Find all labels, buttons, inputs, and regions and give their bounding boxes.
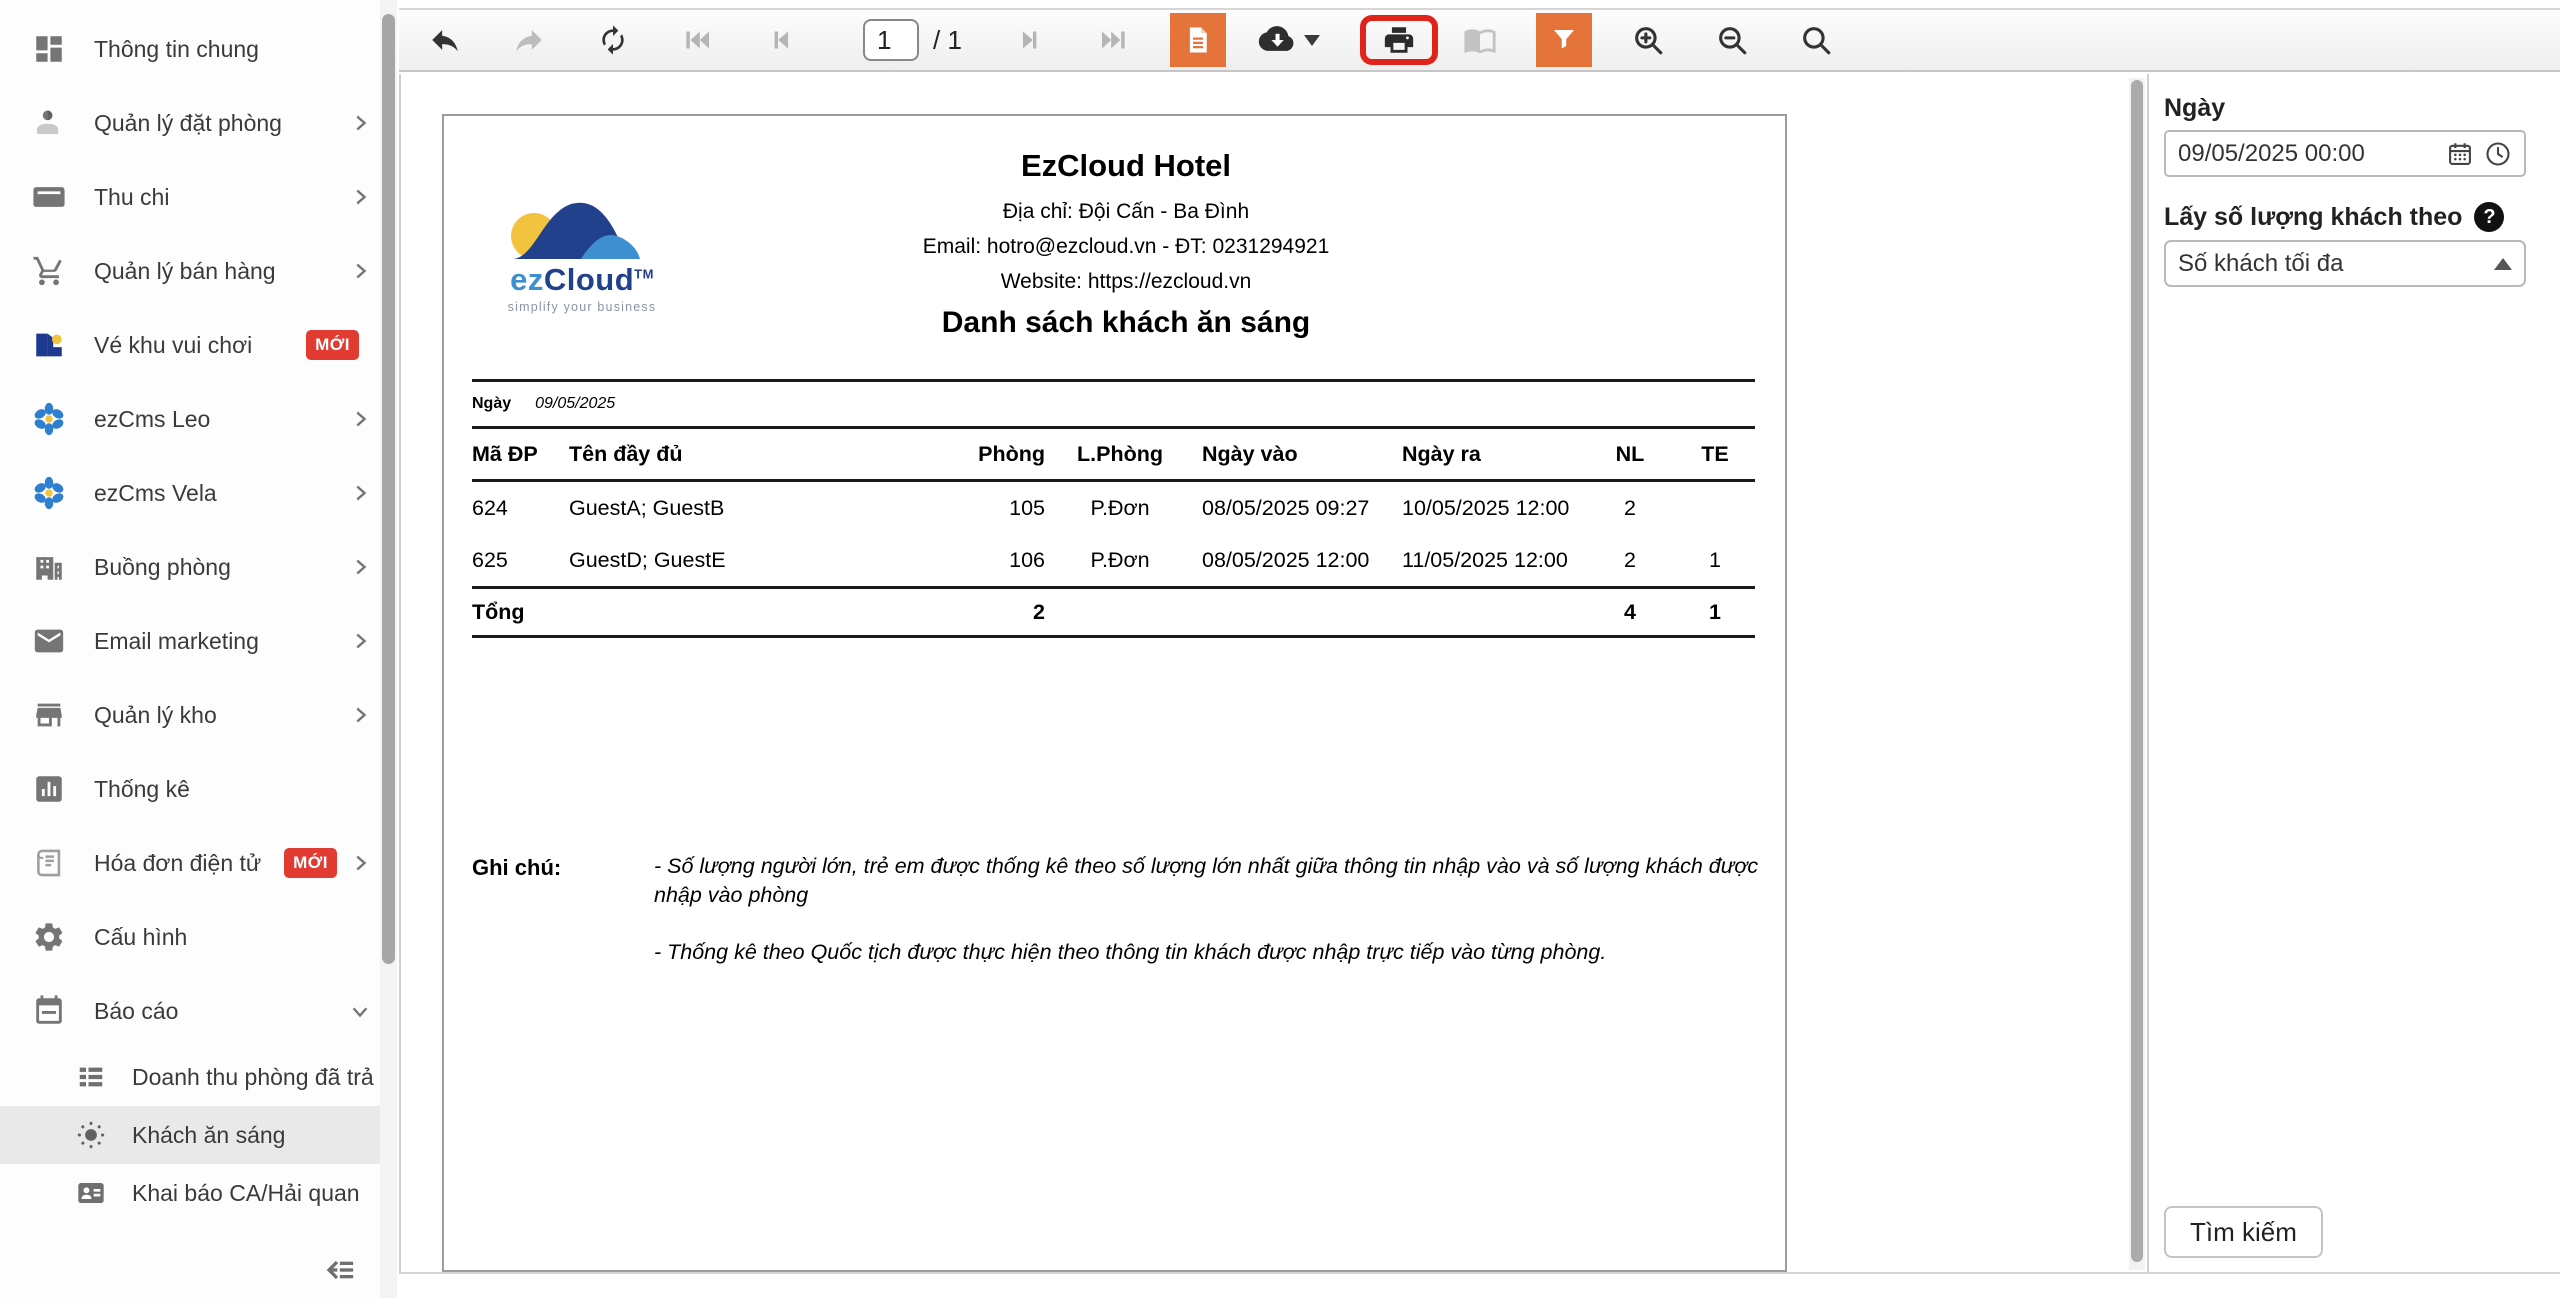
table-date-row — [472, 379, 1755, 429]
total-adults: 4 — [1624, 599, 1636, 624]
cell: 2 — [1624, 547, 1636, 572]
ezcloud-wordmark: ezCloud™ — [510, 262, 654, 297]
cell: 10/05/2025 12:00 — [1402, 495, 1570, 520]
filter-panel — [2147, 74, 2560, 1274]
col-header: Phòng — [978, 441, 1045, 466]
date-label: Ngày — [472, 395, 512, 412]
sidebar-item-label: Email marketing — [94, 627, 259, 654]
print-icon — [1382, 23, 1416, 57]
card-icon — [30, 178, 68, 216]
sidebar-item-bao-cao[interactable] — [0, 974, 397, 1048]
chevron-right-icon — [349, 408, 371, 430]
col-header: Ngày ra — [1402, 441, 1481, 466]
table-row — [472, 534, 1755, 586]
cell: GuestA; GuestB — [569, 495, 725, 520]
chevron-right-icon — [349, 186, 371, 208]
dashboard-icon — [30, 30, 68, 68]
sidebar-item-label: ezCms Vela — [94, 479, 217, 506]
report-notes — [472, 852, 1760, 967]
collapse-menu-icon — [319, 1250, 359, 1290]
sidebar-item-thu-chi[interactable] — [0, 160, 397, 234]
chevron-right-icon — [349, 704, 371, 726]
hotel-name: EzCloud Hotel — [1020, 148, 1232, 183]
col-header: NL — [1615, 441, 1645, 466]
cart-icon — [30, 252, 68, 290]
filter-button[interactable] — [1536, 13, 1592, 67]
sidebar-scrollbar[interactable] — [380, 0, 397, 1298]
chevron-right-icon — [349, 112, 371, 134]
flower-icon — [30, 400, 68, 438]
id-card-icon — [74, 1176, 108, 1210]
invoice-icon — [30, 844, 68, 882]
hotel-website: Website: https://ezcloud.vn — [1000, 270, 1252, 293]
date-value: 09/05/2025 — [535, 395, 616, 412]
cell: 11/05/2025 12:00 — [1402, 547, 1568, 572]
search-button[interactable]: Tìm kiếm — [2164, 1206, 2323, 1258]
sidebar-item-label: Thống kê — [94, 775, 190, 802]
search-button-toolbar[interactable] — [1788, 13, 1844, 67]
breakfast-table — [472, 379, 1755, 638]
stats-icon — [30, 770, 68, 808]
cell: P.Đơn — [1090, 547, 1150, 572]
ezcloud-cloud-graphic — [507, 196, 647, 262]
notes-body — [654, 852, 1760, 967]
chevron-right-icon — [349, 556, 371, 578]
col-header: Ngày vào — [1202, 441, 1298, 466]
help-icon[interactable]: ? — [2474, 202, 2504, 232]
cloud-download-icon — [1254, 23, 1298, 57]
note-line: - Số lượng người lớn, trẻ em được thống kê theo số lượng lớn nhất giữa thông tin nhập vào và số lượng khách được nhập vào phòng — [654, 854, 1759, 908]
print-button-highlight — [1360, 15, 1438, 65]
cell: GuestD; GuestE — [569, 547, 726, 572]
chevron-right-icon — [349, 630, 371, 652]
zoom-in-button[interactable] — [1620, 13, 1676, 67]
hotel-address: Địa chỉ: Đội Cấn - Ba Đình — [1002, 200, 1250, 223]
redo-icon — [512, 23, 546, 57]
sidebar-item-label: Hóa đơn điện tử — [94, 849, 262, 876]
select-caret-up-icon — [2494, 258, 2512, 270]
cell: 08/05/2025 12:00 — [1202, 547, 1370, 572]
calendar-icon[interactable] — [2446, 140, 2474, 168]
sidebar-item-label: Quản lý bán hàng — [94, 257, 276, 284]
hotel-contact: Email: hotro@ezcloud.vn - ĐT: 0231294921 — [922, 235, 1330, 258]
filter-icon — [1549, 25, 1579, 55]
search-icon — [1799, 23, 1833, 57]
list-icon — [74, 1060, 108, 1094]
sidebar-scrollbar-thumb[interactable] — [382, 14, 395, 964]
total-label: Tổng — [472, 599, 525, 624]
sidebar-item-quan-ly-dat-phong[interactable] — [0, 86, 397, 160]
date-filter-input[interactable] — [2164, 130, 2526, 177]
report-icon — [30, 992, 68, 1030]
amusement-ticket-icon — [30, 326, 68, 364]
sidebar-subitem-khai-bao-ca-hai-quan[interactable] — [0, 1164, 397, 1222]
cell: 1 — [1709, 547, 1721, 572]
table-header-row — [472, 429, 1755, 482]
flower-icon — [30, 474, 68, 512]
sidebar-list — [0, 0, 397, 1222]
sidebar-item-label: Cấu hình — [94, 923, 188, 950]
sidebar-item-label: ezCms Leo — [94, 405, 211, 432]
export-download-button[interactable] — [1254, 23, 1324, 57]
sidebar-item-label: Vé khu vui chơi — [94, 331, 253, 358]
sidebar-collapse-button[interactable] — [311, 1244, 367, 1296]
sidebar-item-thong-tin-chung[interactable] — [0, 12, 397, 86]
sidebar-subitem-label: Doanh thu phòng đã trả — [132, 1063, 374, 1090]
sun-icon — [74, 1118, 108, 1152]
table-row — [472, 482, 1755, 534]
sidebar-subitem-khach-an-sang[interactable] — [0, 1106, 397, 1164]
sidebar-item-quan-ly-kho[interactable] — [0, 678, 397, 752]
single-page-view-button[interactable] — [1170, 13, 1226, 67]
last-page-icon — [1097, 23, 1131, 57]
cell: 08/05/2025 09:27 — [1202, 495, 1370, 520]
cell: 106 — [1009, 547, 1045, 572]
report-toolbar — [399, 8, 2560, 72]
sidebar-item-label: Báo cáo — [94, 997, 179, 1024]
sidebar-item-cau-hinh[interactable] — [0, 900, 397, 974]
sidebar-subitem-label: Khách ăn sáng — [132, 1121, 286, 1148]
cell: 2 — [1624, 495, 1636, 520]
sidebar-item-label: Quản lý đặt phòng — [94, 109, 282, 136]
sidebar-subitem-label: Khai báo CA/Hải quan — [132, 1179, 360, 1206]
previous-page-button[interactable] — [753, 13, 809, 67]
col-header: Tên đầy đủ — [569, 441, 683, 466]
sidebar-item-label: Quản lý kho — [94, 701, 217, 728]
date-filter-label: Ngày — [2164, 94, 2226, 122]
undo-icon — [428, 23, 462, 57]
page-number-input[interactable] — [863, 19, 919, 61]
gear-icon — [30, 918, 68, 956]
col-header: TE — [1701, 441, 1729, 466]
cell: 105 — [1009, 495, 1045, 520]
page-total-label: / 1 — [933, 24, 962, 55]
person-icon — [30, 104, 68, 142]
sidebar-item-ezcms-leo[interactable] — [0, 382, 397, 456]
print-button[interactable] — [1382, 23, 1416, 57]
next-page-button[interactable] — [1002, 13, 1058, 67]
store-icon — [30, 696, 68, 734]
sidebar-item-ve-khu-vui-choi[interactable] — [0, 308, 397, 382]
ezcloud-logo — [507, 196, 657, 314]
chevron-right-icon — [349, 482, 371, 504]
guest-count-value: Số khách tối đa — [2178, 249, 2344, 277]
sidebar-item-label: Thu chi — [94, 183, 170, 210]
col-header: L.Phòng — [1077, 441, 1163, 466]
report-viewer — [399, 74, 2147, 1274]
sidebar-item-quan-ly-ban-hang[interactable] — [0, 234, 397, 308]
chevron-down-icon — [349, 1000, 371, 1022]
sidebar-subitem-doanh-thu-phong-da-tra[interactable] — [0, 1048, 397, 1106]
sidebar-item-thong-ke[interactable] — [0, 752, 397, 826]
sidebar-item-label: Buồng phòng — [94, 553, 231, 580]
previous-page-icon — [764, 23, 798, 57]
report-page — [442, 114, 1787, 1272]
sidebar-item-email-marketing[interactable] — [0, 604, 397, 678]
undo-button[interactable] — [417, 13, 473, 67]
cell: P.Đơn — [1090, 495, 1150, 520]
zoom-in-icon — [1631, 23, 1665, 57]
table-total-row — [472, 586, 1755, 638]
chevron-right-icon — [349, 260, 371, 282]
redo-button[interactable] — [501, 13, 557, 67]
total-rooms: 2 — [1033, 599, 1045, 624]
chevron-right-icon — [349, 852, 371, 874]
clock-icon[interactable] — [2484, 140, 2512, 168]
sidebar-item-buong-phong[interactable] — [0, 530, 397, 604]
sidebar — [0, 0, 397, 1298]
new-badge: MỚI — [306, 330, 359, 360]
refresh-button[interactable] — [585, 13, 641, 67]
refresh-icon — [597, 24, 629, 56]
sidebar-item-ezcms-vela[interactable] — [0, 456, 397, 530]
cell: 625 — [472, 547, 508, 572]
total-children: 1 — [1709, 599, 1721, 624]
notes-label: Ghi chú: — [472, 855, 562, 880]
building-icon — [30, 548, 68, 586]
viewer-scrollbar-thumb[interactable] — [2131, 80, 2143, 1262]
new-badge: MỚI — [284, 848, 337, 878]
guest-count-select[interactable] — [2164, 240, 2526, 287]
mail-icon — [30, 622, 68, 660]
ezcloud-tagline: simplify your business — [507, 300, 657, 314]
report-header — [716, 116, 1536, 340]
first-page-button[interactable] — [669, 13, 725, 67]
print-preview-button[interactable] — [1452, 13, 1508, 67]
next-page-icon — [1013, 23, 1047, 57]
cell: 624 — [472, 495, 508, 520]
note-line: - Thống kê theo Quốc tịch được thực hiện theo thông tin khách được nhập trực tiếp vào từng phòng. — [654, 940, 1607, 965]
report-title: Danh sách khách ăn sáng — [941, 306, 1311, 339]
zoom-out-icon — [1715, 23, 1749, 57]
zoom-out-button[interactable] — [1704, 13, 1760, 67]
book-icon — [1463, 23, 1497, 57]
sidebar-item-label: Thông tin chung — [94, 35, 259, 62]
col-header: Mã ĐP — [472, 441, 538, 466]
date-filter-value: 09/05/2025 00:00 — [2178, 139, 2365, 167]
viewer-scrollbar[interactable] — [2129, 78, 2145, 1270]
export-dropdown-caret — [1304, 35, 1320, 46]
first-page-icon — [680, 23, 714, 57]
sidebar-item-hoa-don-dien-tu[interactable] — [0, 826, 397, 900]
last-page-button[interactable] — [1086, 13, 1142, 67]
guest-count-label: Lấy số lượng khách theo ? — [2164, 202, 2504, 232]
document-icon — [1183, 25, 1213, 55]
